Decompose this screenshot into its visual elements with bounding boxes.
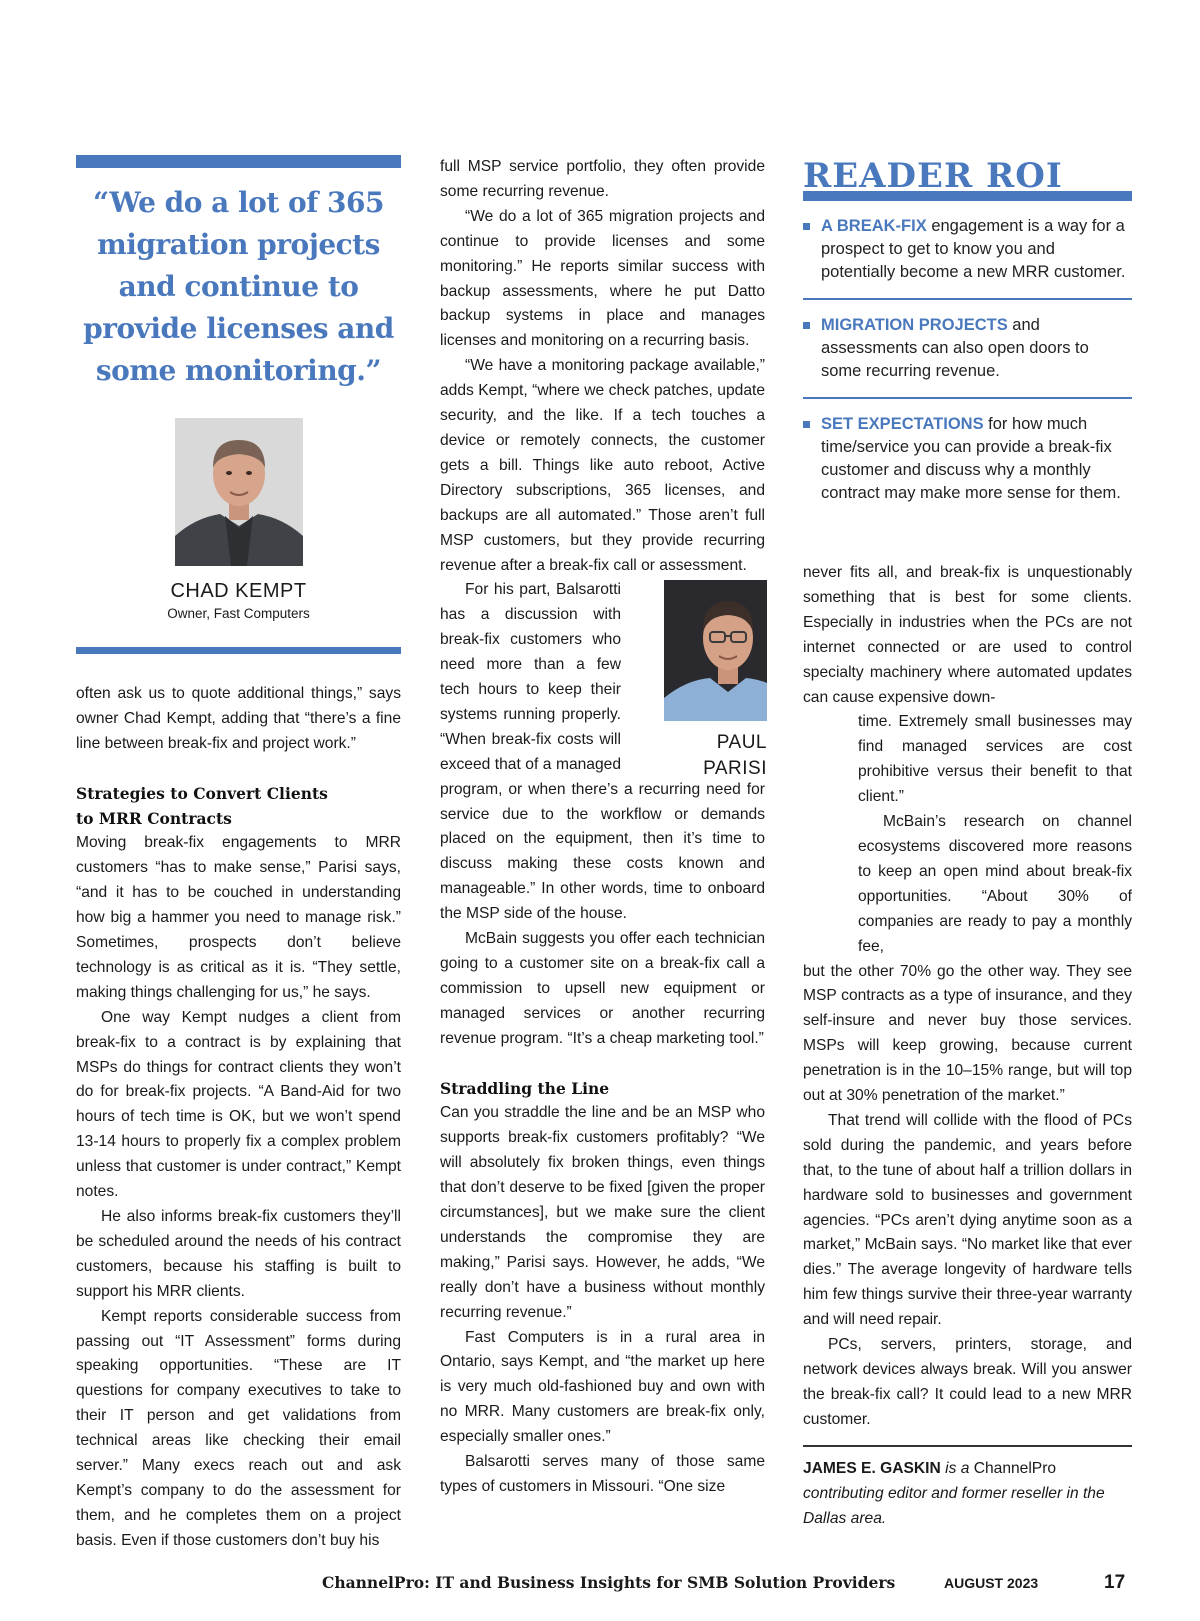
paragraph: “We have a monitoring package available,” adds Kempt, “where we check patches, update security, and the like. If a tech touches a device or remotely connects, the customer gets a bill. Things like auto reboot, Active Directory subscriptions, 365 licenses, and backups are all automated.” Those aren’t full MSP customers, but they provide recurring revenue after a break-fix call or assessment. — [440, 357, 765, 574]
reader-roi-keyword: MIGRATION PROJECTS — [821, 316, 1008, 334]
chad-kempt-caption-role: Owner, Fast Computers — [167, 606, 310, 621]
paragraph: Can you straddle the line and be an MSP who supports break-fix customers profitably? “We will absolutely fix broken things, even things that don’t deserve to be fixed [given the proper circumstances], but we make sure the client understands the compromise they are making,” Parisi says. However, he adds, “We really don’t have a business without monthly recurring revenue.” — [440, 1104, 765, 1321]
page-footer — [0, 1573, 1200, 1603]
footer-date: AUGUST 2023 — [944, 1575, 1039, 1591]
footer-publication: ChannelPro: IT and Business Insights for SMB Solution Providers — [322, 1573, 896, 1592]
page-number: 17 — [1104, 1572, 1126, 1593]
paragraph: One way Kempt nudges a client from break-fix to a contract is by explaining that MSPs do things for contract clients they won’t do for break-fix projects. “A Band-Aid for two hours of tech time is OK, but we won’t spend 13-14 hours to properly fix a complex problem unless that customer is under contract,” Kempt notes. — [76, 1008, 401, 1201]
paragraph: never fits all, and break-fix is unquestionably something that is best for some clients. Especially in industries when the PCs are not internet connected or are used to control specialty machinery where automated updates can cause expensive down- — [803, 564, 1132, 706]
reader-roi-text: for how much time/service you can provide a break-fix customer and discuss why a monthly contract may make more sense for them. — [821, 415, 1121, 502]
pullquote-bottom-rule — [76, 647, 401, 654]
photo-wrap-indent — [858, 710, 1132, 959]
chad-kempt-caption-name: CHAD KEMPT — [170, 580, 307, 602]
square-bullet-icon — [803, 223, 810, 230]
paragraph: “We do a lot of 365 migration projects and continue to provide licenses and some monitoring.” He reports similar success with backup assessments, where he put Datto backup systems in place and manages licenses and monitoring on a recurring basis. — [440, 207, 765, 350]
paragraph: but the other 70% go the other way. They see MSP contracts as a type of insurance, and they self-insure and never buy those services. MSPs will keep growing, because current penetration is in the 10–15% range, but will top out at 30% penetration of the market.” — [803, 962, 1132, 1105]
column-1 — [76, 155, 401, 1554]
reader-roi-text: and assessments can also open doors to some recurring revenue. — [821, 316, 1089, 380]
paragraph: Kempt reports considerable success from passing out “IT Assessment” forms during speaking opportunities. “These are IT questions for company executives to take to their IT person and get validations from technical areas like checking their email server.” Many execs reach out and ask Kempt’s company to do the assessment for them, and he completes them on a project basis. Even if those customers don’t buy his — [76, 1307, 401, 1549]
section-heading: Straddling the Line — [440, 1078, 610, 1098]
reader-roi-item — [803, 215, 1132, 300]
square-bullet-icon — [803, 322, 810, 329]
reader-roi-list — [803, 215, 1132, 519]
reader-roi-box — [803, 157, 1132, 533]
section-heading — [76, 782, 401, 832]
paragraph: That trend will collide with the flood of PCs sold during the pandemic, and years before that, to the tune of about half a trillion dollars in hardware sold to businesses and government agencies. “PCs aren’t dying anytime soon as a market,” McBain says. “No market like that ever dies.” The average longevity of hardware tells him few things survive their three-year warranty and will need repair. — [803, 1111, 1132, 1329]
reader-roi-item — [803, 314, 1132, 399]
paragraph: often ask us to quote additional things,” says owner Chad Kempt, adding that “there’s a fine line between break-fix and project work.” — [76, 685, 401, 752]
paragraph-text: For his part, Balsarotti has a discussion with break-fix customers who need more than a few tech hours to keep their systems running properly. “When break-fix costs will exceed that of a managed program, or when there’s a recurring need for service due to the workflow or demands placed on the equipment, then it’s time to discuss making these costs known and manageable.” In other words, time to onboard the MSP side of the house. — [440, 581, 765, 923]
paragraph: Balsarotti serves many of those same types of customers in Missouri. “One size — [440, 1453, 765, 1496]
chad-kempt-portrait — [175, 418, 303, 566]
reader-roi-title: READER ROI — [803, 156, 1063, 196]
paragraph: full MSP service portfolio, they often provide some recurring revenue. — [440, 158, 765, 200]
paragraph: He also informs break-fix customers they’ll be scheduled around the needs of his contract customers, because his staffing is built to support his MRR clients. — [76, 1208, 401, 1300]
pullquote: “We do a lot of 365 migration projects and continue to provide licenses and some monitoring.” — [83, 186, 394, 387]
byline-text: contributing editor and former reseller in the Dallas area. — [803, 1484, 1105, 1527]
byline-text: is a — [940, 1459, 974, 1477]
paul-parisi-portrait — [664, 580, 767, 721]
paragraph: McBain suggests you offer each technician going to a customer site on a break-fix call a commission to upsell new equipment or managed services or another recurring revenue program. “It’s a cheap marketing tool.” — [440, 930, 765, 1047]
paul-parisi-photo — [639, 580, 767, 721]
paragraph: Moving break-fix engagements to MRR customers “has to make sense,” Parisi says, “and it has to be couched in understanding how big a hammer you need to manage risk.” Sometimes, prospects don’t believe technology is as critical as it is. “They settle, making things challenging for us,” he says. — [76, 834, 401, 1001]
paul-parisi-figure — [631, 580, 767, 780]
paragraph — [440, 578, 765, 927]
author-name: JAMES E. GASKIN — [803, 1459, 941, 1477]
reader-roi-keyword: SET EXPECTATIONS — [821, 415, 984, 433]
heading-line: Strategies to Convert Clients — [76, 783, 328, 803]
paragraph: time. Extremely small businesses may find managed services are cost prohibitive versus their benefit to that client.” — [858, 713, 1132, 806]
reader-roi-keyword: A BREAK-FIX — [821, 217, 927, 235]
pullquote-top-rule — [76, 155, 401, 168]
paragraph: Fast Computers is in a rural area in Ontario, says Kempt, and “the market up here is very much old-fashioned buy and own with no MRR. Many customers are break-fix only, especially smaller ones.” — [440, 1328, 765, 1446]
paragraph: McBain’s research on channel ecosystems discovered more reasons to keep an open mind about break-fix opportunities. “About 30% of companies are ready to pay a monthly fee, — [858, 813, 1132, 955]
reader-roi-text: engagement is a way for a prospect to get to know you and potentially become a new MRR customer. — [821, 217, 1126, 281]
paragraph: PCs, servers, printers, storage, and network devices always break. Will you answer the break-fix call? It could lead to a new MRR customer. — [803, 1336, 1132, 1428]
column-2 — [440, 155, 765, 1500]
chad-kempt-photo — [175, 418, 303, 566]
byline-publication: ChannelPro — [973, 1459, 1057, 1477]
square-bullet-icon — [803, 421, 810, 428]
heading-line: to MRR Contracts — [76, 808, 232, 828]
paul-parisi-caption-name: PAUL PARISI — [703, 732, 767, 780]
author-byline — [803, 1445, 1132, 1532]
reader-roi-item — [803, 413, 1132, 519]
column-3 — [803, 561, 1132, 1531]
